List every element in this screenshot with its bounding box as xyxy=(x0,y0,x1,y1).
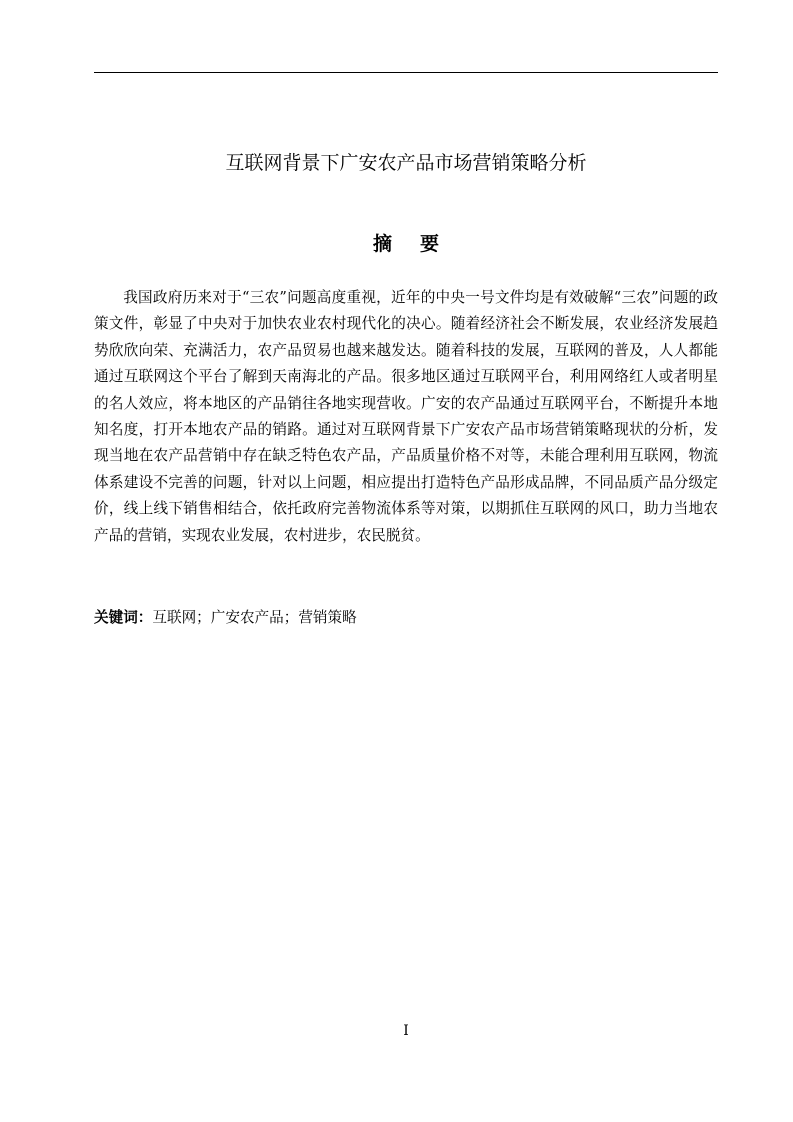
page-number: I xyxy=(403,1023,409,1039)
keywords-label: 关键词： xyxy=(94,609,153,626)
abstract-heading: 摘要 xyxy=(372,233,467,255)
keywords-value: 互联网；广安农产品；营销策略 xyxy=(152,609,357,626)
header-rule xyxy=(94,72,718,73)
keywords-line xyxy=(94,606,718,630)
abstract-paragraph: 我国政府历来对于“三农”问题高度重视，近年的中央一号文件均是有效破解“三农”问题的政策文件，彰显了中央对于加快农业农村现代化的决心。随着经济社会不断发展，农业经济发展趋势欣欣向荣、充满活力，农产品贸易也越来越发达。随着科技的发展，互联网的普及，人人都能通过互联网这个平台了解到天南海北的产品。很多地区通过互联网平台，利用网络红人或者明星的名人效应，将本地区的产品销往各地实现营收。广安的农产品通过互联网平台，不断提升本地知名度，打开本地农产品的销路。通过对互联网背景下广安农产品市场营销策略现状的分析，发现当地在农产品营销中存在缺乏特色农产品，产品质量价格不对等，未能合理利用互联网，物流体系建设不完善的问题，针对以上问题，相应提出打造特色产品形成品牌，不同品质产品分级定价，线上线下销售相结合，依托政府完善物流体系等对策，以期抓住互联网的风口，助力当地农产品的营销，实现农业发展，农村进步，农民脱贫。 xyxy=(94,289,718,544)
document-title: 互联网背景下广安农产品市场营销策略分析 xyxy=(225,152,587,174)
